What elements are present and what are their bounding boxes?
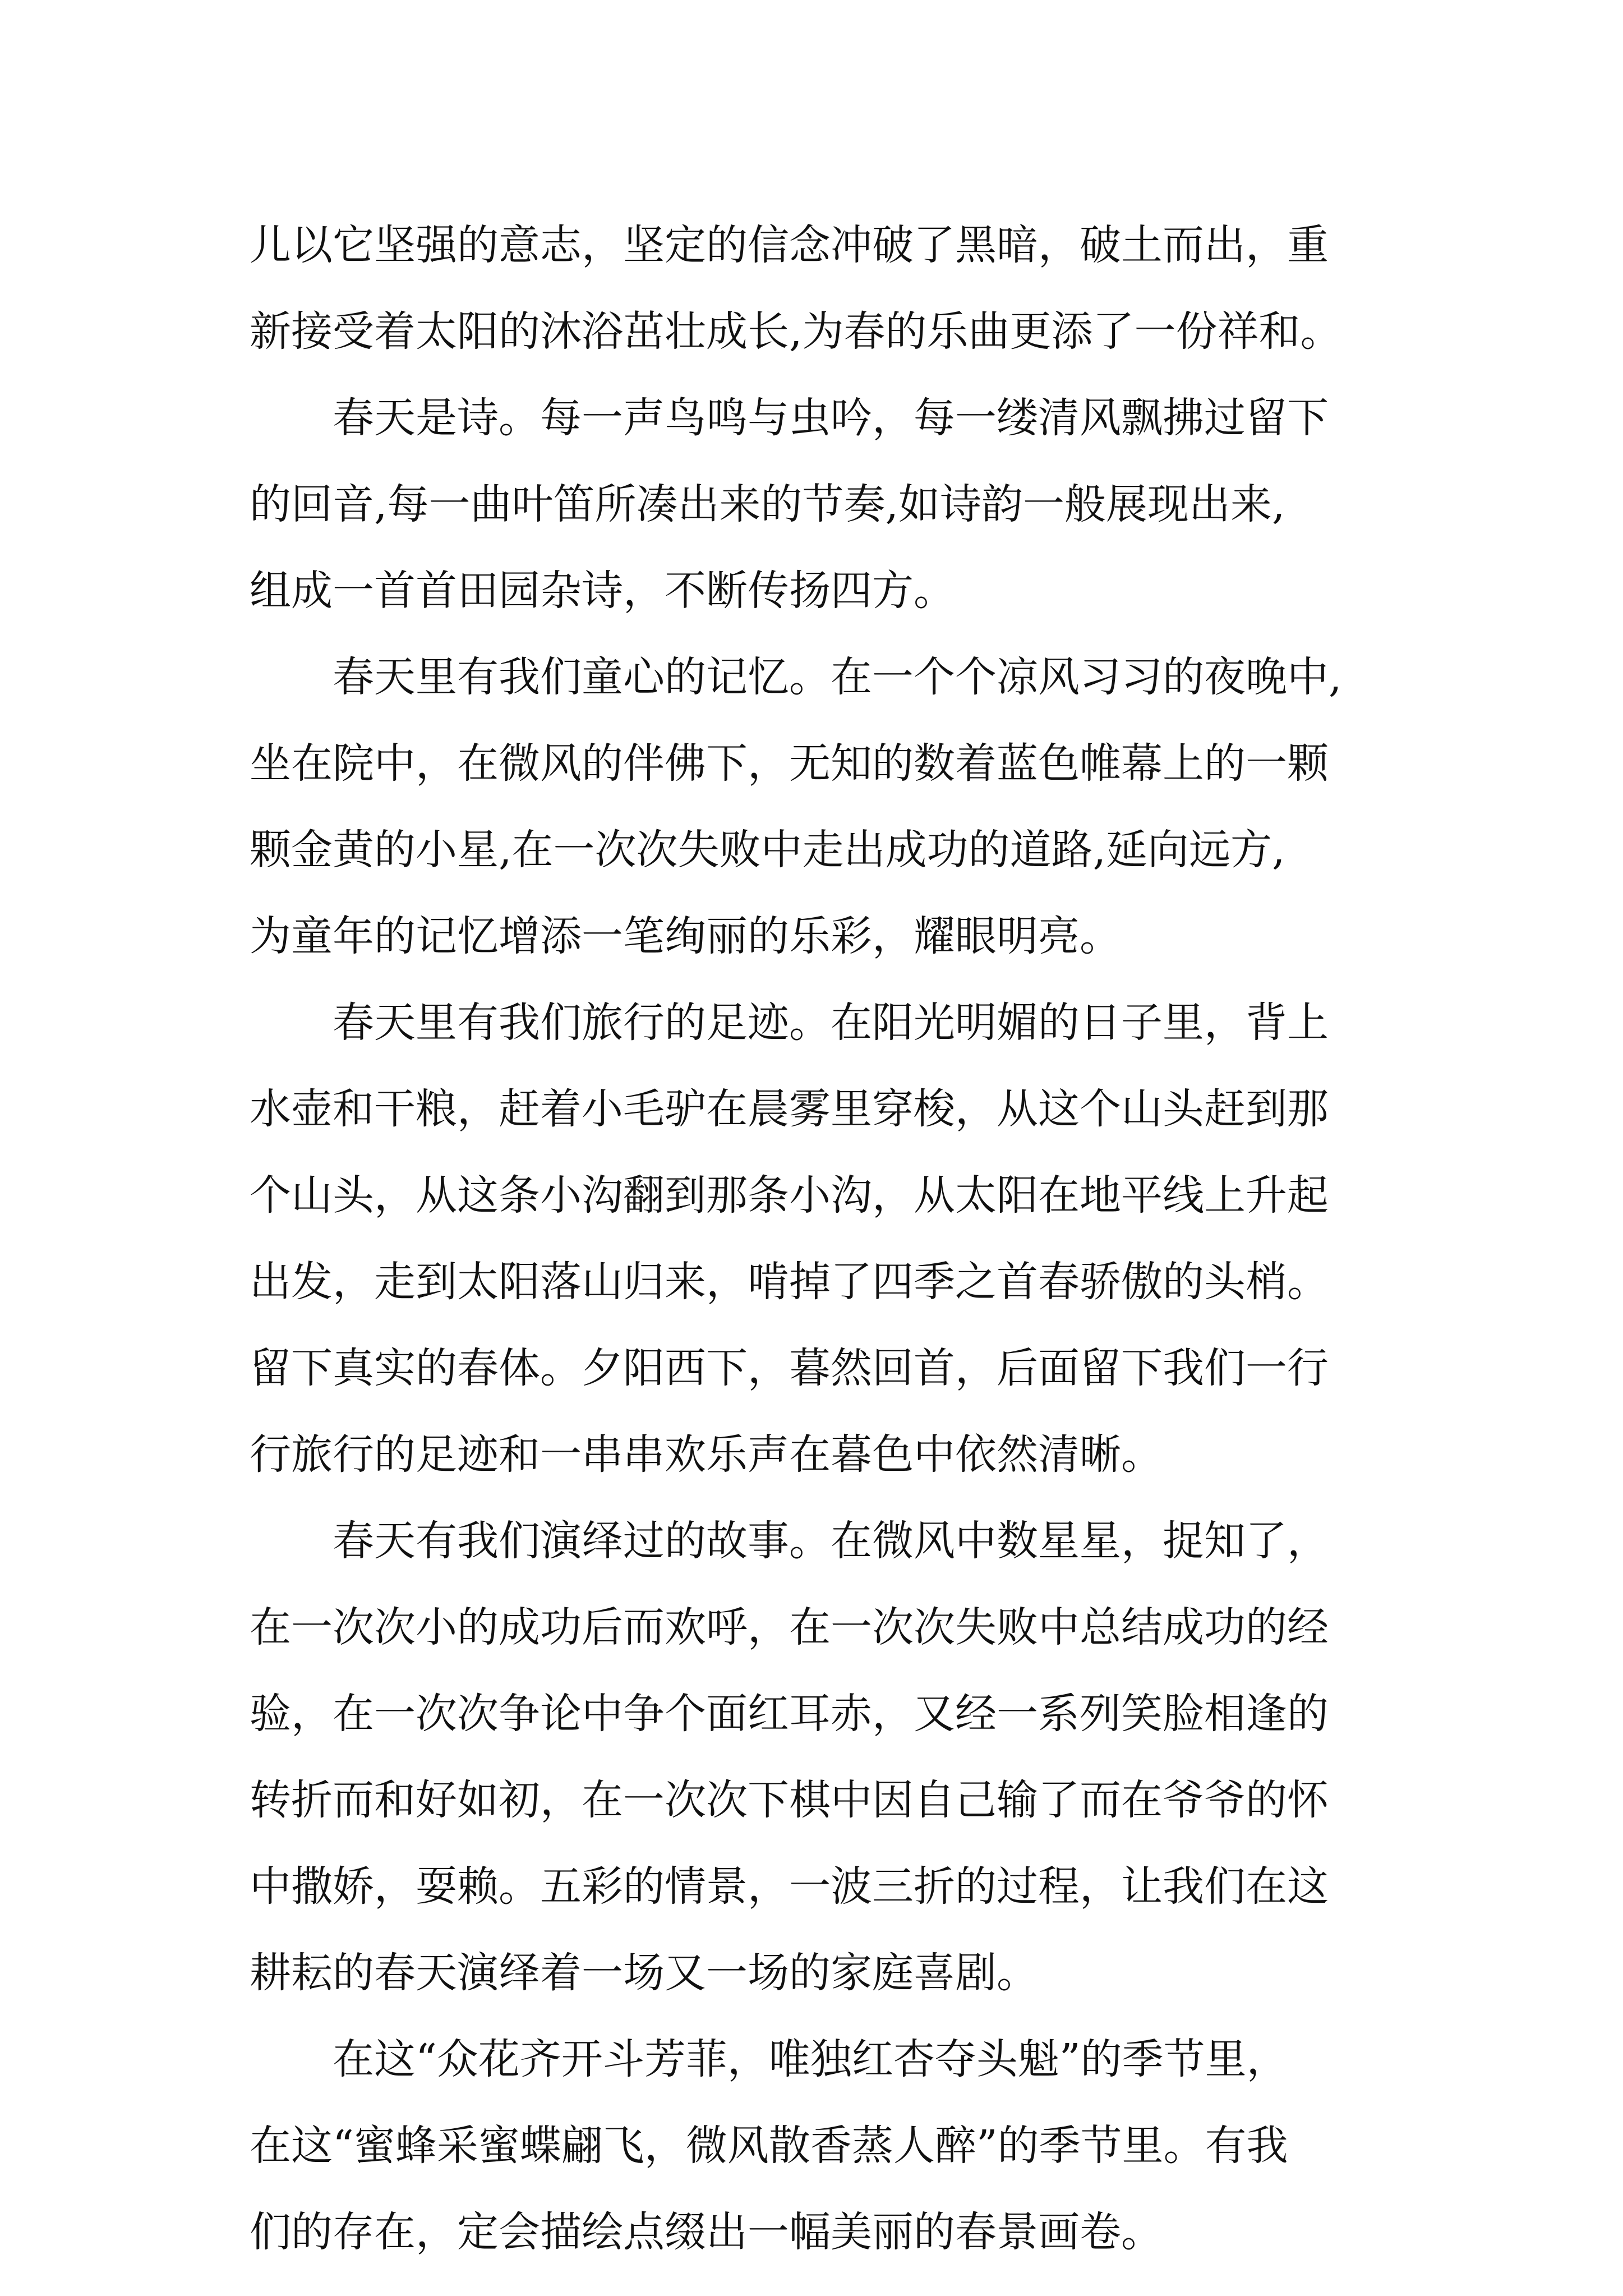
text-line: 耕耘的春天演绎着一场又一场的家庭喜剧。 — [250, 1949, 1038, 1997]
text-line: 转折而和好如初，在一次次下棋中因自己输了而在爷爷的怀 — [250, 1776, 1329, 1824]
text-line: 们的存在，定会描绘点缀出一幅美丽的春景画卷。 — [250, 2208, 1163, 2256]
text-line: 出发，走到太阳落山归来，啃掉了四季之首春骄傲的头梢。 — [250, 1258, 1329, 1306]
text-line: 水壶和干粮，赶着小毛驴在晨雾里穿梭，从这个山头赶到那 — [250, 1085, 1329, 1133]
text-line: 中撒娇，耍赖。五彩的情景，一波三折的过程，让我们在这 — [250, 1862, 1329, 1911]
text-line: 新接受着太阳的沐浴茁壮成长,为春的乐曲更添了一份祥和。 — [250, 307, 1342, 356]
text-line: 春天有我们演绎过的故事。在微风中数星星，捉知了， — [333, 1517, 1329, 1565]
text-line: 坐在院中，在微风的伴佛下，无知的数着蓝色帷幕上的一颗 — [250, 739, 1329, 788]
text-line: 儿以它坚强的意志，坚定的信念冲破了黑暗，破土而出，重 — [250, 221, 1329, 269]
paragraph — [250, 2016, 1450, 2275]
text-line: 的回音,每一曲叶笛所凑出来的节奏,如诗韵一般展现出来, — [250, 480, 1285, 528]
text-line: 春天是诗。每一声鸟鸣与虫吟，每一缕清风飘拂过留下 — [333, 394, 1329, 442]
text-line: 行旅行的足迹和一串串欢乐声在暮色中依然清晰。 — [250, 1430, 1163, 1479]
text-line: 颗金黄的小星,在一次次失败中走出成功的道路,延向远方, — [250, 826, 1285, 874]
text-line: 春天里有我们旅行的足迹。在阳光明媚的日子里，背上 — [333, 999, 1329, 1047]
text-line: 在这“众花齐开斗芳菲，唯独红杏夺头魁”的季节里， — [333, 2035, 1288, 2083]
text-line: 在一次次小的成功后而欢呼，在一次次失败中总结成功的经 — [250, 1603, 1329, 1651]
paragraph — [250, 1498, 1450, 2016]
paragraph — [250, 979, 1450, 1498]
text-line: 留下真实的春体。夕阳西下，暮然回首，后面留下我们一行 — [250, 1344, 1329, 1392]
paragraph — [250, 202, 1450, 375]
paragraph — [250, 634, 1450, 979]
paragraph — [250, 375, 1450, 634]
text-line: 个山头，从这条小沟翻到那条小沟，从太阳在地平线上升起 — [250, 1171, 1329, 1220]
text-line: 春天里有我们童心的记忆。在一个个凉风习习的夜晚中, — [333, 653, 1342, 701]
text-line: 组成一首首田园杂诗，不断传扬四方。 — [250, 567, 955, 615]
body-text — [250, 202, 1450, 2275]
text-line: 在这“蜜蜂采蜜蝶翩飞，微风散香蒸人醉”的季节里。有我 — [250, 2122, 1288, 2170]
text-line: 验，在一次次争论中争个面红耳赤，又经一系列笑脸相逢的 — [250, 1690, 1329, 1738]
text-line: 为童年的记忆增添一笔绚丽的乐彩，耀眼明亮。 — [250, 912, 1121, 960]
